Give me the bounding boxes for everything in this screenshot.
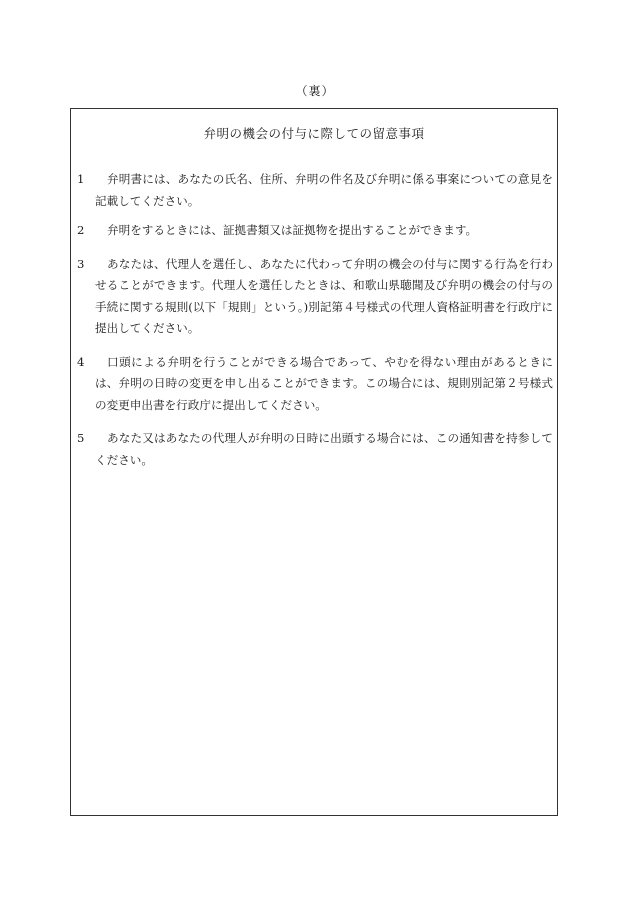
item-text: あなたは、代理人を選任し、あなたに代わって弁明の機会の付与に関する行為を行わせることができます。代理人を選任したときは、和歌山県聴聞及び弁明の機会の付与の手続に関する規則(以下「規則」という。)別記第４号様式の代理人資格証明書を行政庁に提出してください。 bbox=[95, 256, 553, 335]
item-text: 弁明書には、あなたの氏名、住所、弁明の件名及び弁明に係る事案についての意見を記載してください。 bbox=[95, 172, 553, 208]
item-text: 弁明をするときには、証拠書類又は証拠物を提出することができます。 bbox=[107, 223, 478, 237]
notice-list bbox=[77, 169, 553, 483]
notice-title: 弁明の機会の付与に際しての留意事項 bbox=[203, 126, 425, 141]
notice-item-4 bbox=[77, 352, 553, 417]
item-number: 4 bbox=[77, 354, 85, 369]
notice-item-1 bbox=[77, 169, 553, 212]
notice-box bbox=[70, 108, 558, 816]
notice-item-2 bbox=[77, 220, 553, 242]
item-text: あなた又はあなたの代理人が弁明の日時に出頭する場合には、この通知書を持参してください。 bbox=[95, 431, 553, 467]
item-number: 3 bbox=[77, 256, 85, 271]
notice-item-3 bbox=[77, 254, 553, 340]
item-text: 口頭による弁明を行うことができる場合であって、やむを得ない理由があるときには、弁明の日時の変更を申し出ることができます。この場合には、規則別記第２号様式の変更申出書を行政庁に提出してください。 bbox=[95, 354, 553, 412]
item-number: 1 bbox=[77, 172, 85, 186]
page-side-label: （裏） bbox=[295, 84, 335, 98]
item-number: 2 bbox=[77, 223, 85, 237]
item-number: 5 bbox=[77, 431, 85, 445]
notice-item-5 bbox=[77, 428, 553, 471]
